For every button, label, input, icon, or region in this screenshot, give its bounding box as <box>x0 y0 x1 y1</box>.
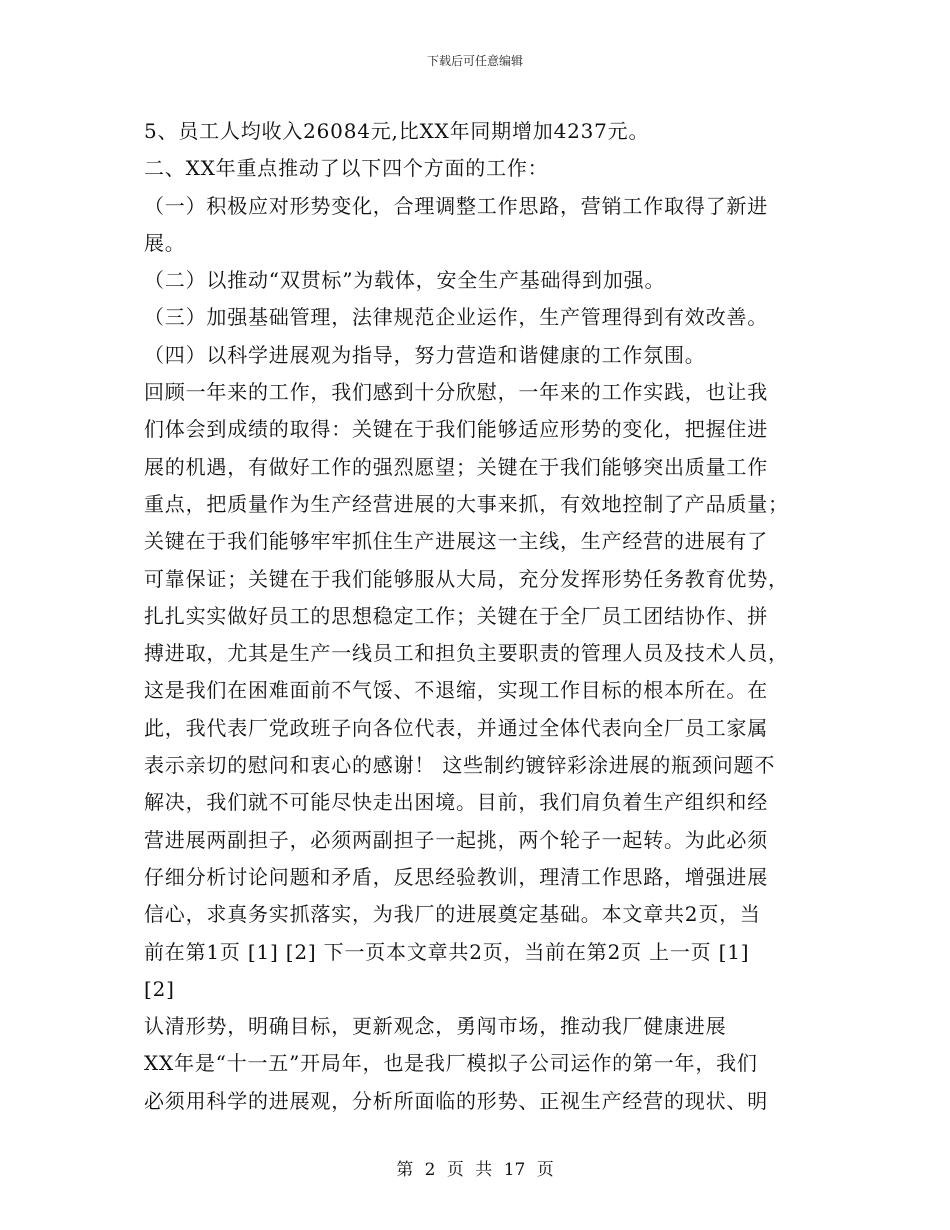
text-line: 前在第1页 [1] [2] 下一页本文章共2页，当前在第2页 上一页 [1] <box>144 939 750 964</box>
text-line: （三）加强基础管理，法律规范企业运作，生产管理得到有效改善。 <box>144 305 768 330</box>
text-line: （二）以推动“双贯标”为载体，安全生产基础得到加强。 <box>144 268 666 293</box>
text-line: 重点，把质量作为生产经营进展的大事来抓，有效地控制了产品质量； <box>144 491 789 516</box>
text-line: 认清形势，明确目标，更新观念，勇闯市场，推动我厂健康进展 <box>144 1014 727 1039</box>
text-line: 关键在于我们能够牢牢抓住生产进展这一主线，生产经营的进展有了 <box>144 529 768 554</box>
text-line: 可靠保证；关键在于我们能够服从大局，充分发挥形势任务教育优势， <box>144 566 789 591</box>
text-line: 扎扎实实做好员工的思想稳定工作；关键在于全厂员工团结协作、拼 <box>144 603 768 628</box>
text-line: 此，我代表厂党政班子向各位代表，并通过全体代表向全厂员工家属 <box>144 715 768 740</box>
text-line: 这是我们在困难面前不气馁、不退缩，实现工作目标的根本所在。在 <box>144 678 768 703</box>
text-line: 必须用科学的进展观，分析所面临的形势、正视生产经营的现状、明 <box>144 1088 768 1113</box>
text-line: 回顾一年来的工作，我们感到十分欣慰，一年来的工作实践，也让我 <box>144 380 768 405</box>
text-line: 二、XX年重点推动了以下四个方面的工作： <box>144 156 549 181</box>
text-line: 营进展两副担子，必须两副担子一起挑，两个轮子一起转。为此必须 <box>144 827 768 852</box>
page-footer: 第 2 页 共 17 页 <box>396 1160 554 1180</box>
text-line: 表示亲切的慰问和衷心的感谢！ 这些制约镀锌彩涂进展的瓶颈问题不 <box>144 753 776 778</box>
page-header: 下载后可任意编辑 <box>426 54 523 68</box>
text-line: 5、员工人均收入26084元,比XX年同期增加4237元。 <box>144 119 650 143</box>
text-line: 仔细分析讨论问题和矛盾，反思经验教训，理清工作思路，增强进展 <box>144 864 768 889</box>
text-line: 们体会到成绩的取得：关键在于我们能够适应形势的变化，把握住进 <box>144 417 768 442</box>
text-line: 搏进取，尤其是生产一线员工和担负主要职责的管理人员及技术人员， <box>144 641 789 666</box>
text-line: 展。 <box>144 230 186 255</box>
text-line: （四）以科学进展观为指导，努力营造和谐健康的工作氛围。 <box>144 342 706 367</box>
text-line: XX年是“十一五”开局年，也是我厂模拟子公司运作的第一年，我们 <box>144 1051 758 1076</box>
text-line: 展的机遇，有做好工作的强烈愿望；关键在于我们能够突出质量工作 <box>144 454 768 479</box>
text-line: （一）积极应对形势变化，合理调整工作思路，营销工作取得了新进 <box>144 193 768 218</box>
document-body <box>144 113 809 1120</box>
text-line: 信心，求真务实抓落实，为我厂的进展奠定基础。本文章共2页，当 <box>144 902 761 927</box>
text-line: 解决，我们就不可能尽快走出困境。目前，我们肩负着生产组织和经 <box>144 790 768 815</box>
text-line: [2] <box>144 976 175 1001</box>
